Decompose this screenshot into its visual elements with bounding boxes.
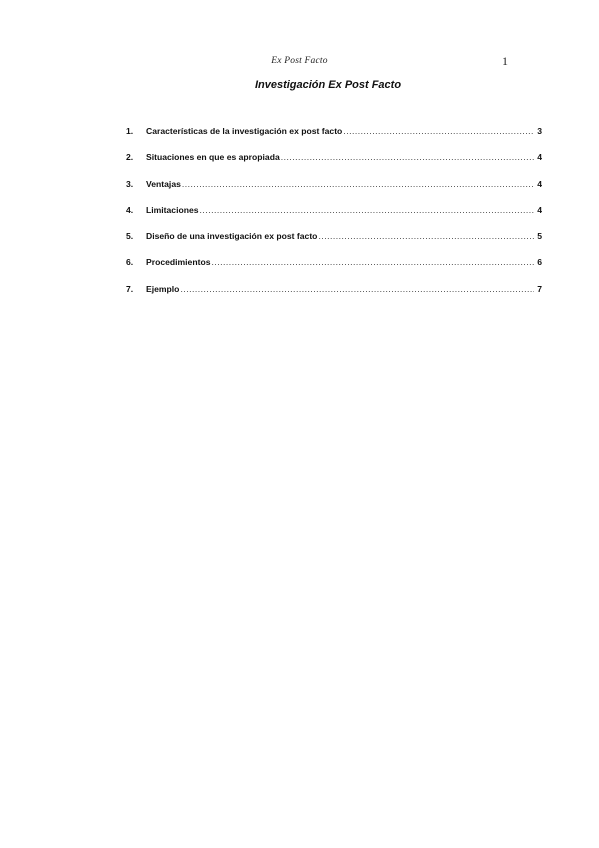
page-number: 1 (502, 54, 508, 68)
toc-entry-page: 4 (537, 152, 542, 163)
toc-entry-page: 5 (537, 231, 542, 242)
toc-entry-6[interactable] (126, 257, 542, 283)
toc-entry-label: Ventajas (146, 178, 181, 189)
toc-dot-leader (211, 257, 534, 268)
toc-entry-page: 7 (537, 283, 542, 294)
toc-entry-number: 2. (126, 152, 134, 163)
toc-entry-page: 3 (537, 126, 542, 136)
toc-dot-leader (343, 126, 534, 137)
toc-entry-2[interactable] (126, 152, 542, 178)
toc-entry-number: 5. (126, 231, 134, 242)
toc-dot-leader (182, 179, 534, 190)
toc-entry-page: 4 (537, 178, 542, 189)
document-title: Investigación Ex Post Facto (254, 79, 402, 91)
toc-entry-4[interactable] (126, 205, 542, 231)
toc-entry-page: 4 (537, 204, 542, 215)
toc-entry-label: Características de la investigación ex post facto (146, 126, 343, 136)
toc-entry-1[interactable] (126, 126, 542, 152)
toc-entry-number: 7. (126, 283, 134, 294)
table-of-contents (126, 126, 542, 310)
toc-entry-label: Limitaciones (146, 204, 199, 215)
toc-entry-7[interactable] (126, 284, 542, 310)
toc-entry-number: 1. (126, 126, 134, 136)
toc-entry-number: 3. (126, 178, 134, 189)
toc-dot-leader (200, 205, 534, 216)
toc-dot-leader (318, 231, 534, 242)
toc-entry-label: Ejemplo (146, 283, 180, 294)
toc-dot-leader (180, 284, 534, 295)
toc-entry-5[interactable] (126, 231, 542, 257)
toc-entry-number: 6. (126, 257, 134, 268)
toc-entry-3[interactable] (126, 179, 542, 205)
toc-entry-label: Diseño de una investigación ex post facto (146, 231, 318, 242)
running-header-title: Ex Post Facto (271, 56, 328, 66)
toc-entry-label: Procedimientos (146, 257, 211, 268)
toc-entry-number: 4. (126, 204, 134, 215)
toc-dot-leader (281, 152, 534, 163)
toc-entry-label: Situaciones en que es apropiada (146, 152, 280, 163)
toc-entry-page: 6 (537, 257, 542, 268)
